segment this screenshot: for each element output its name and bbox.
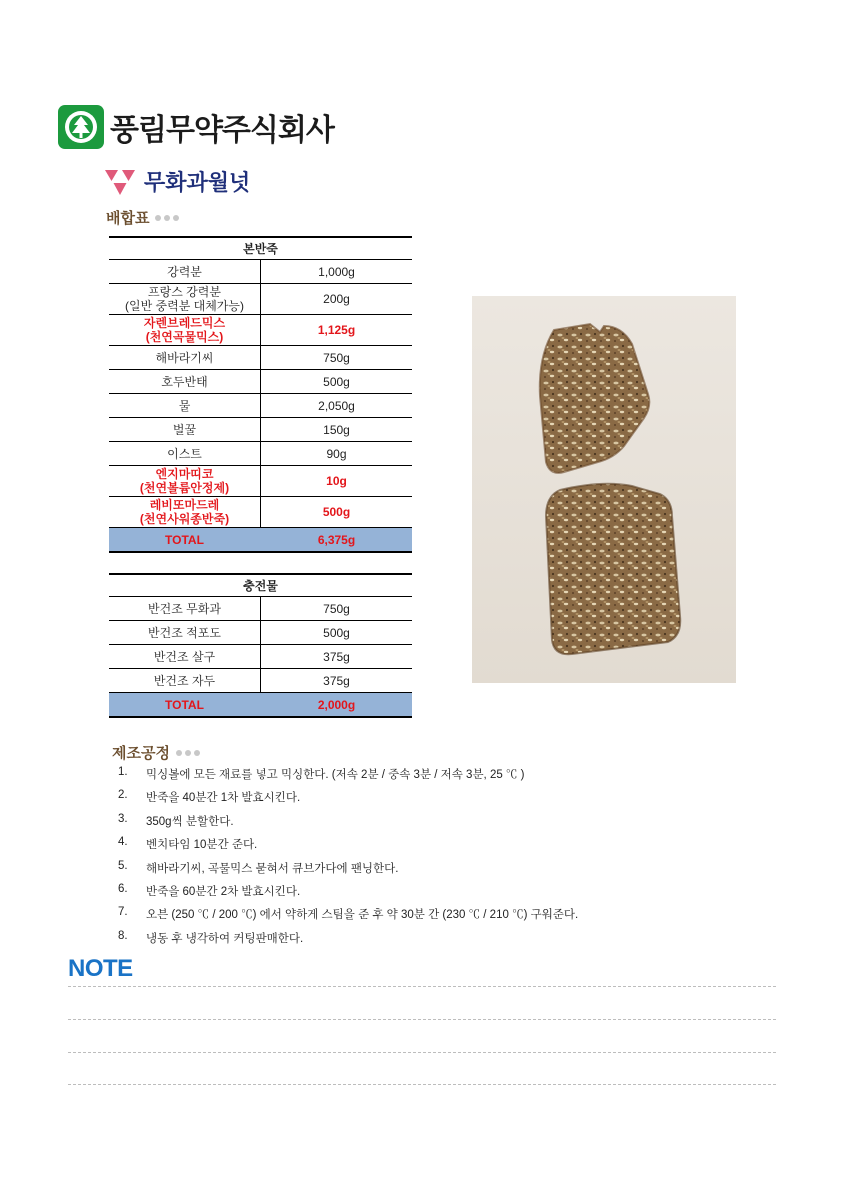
ingredient-name [109, 315, 261, 346]
step-text: 오븐 (250 ℃ / 200 ℃) 에서 약하게 스팀을 준 후 약 30분 간 (230 ℃ / 210 ℃) 구워준다. [146, 909, 579, 922]
ingredient-amount: 375g [261, 669, 413, 693]
step-text: 350g씩 분할한다. [146, 815, 234, 828]
step-text: 벤치타임 10분간 준다. [146, 839, 258, 852]
ingredient-name: 강력분 [109, 260, 261, 284]
note-line [68, 1052, 776, 1053]
note-line [68, 1019, 776, 1020]
total-amount: 2,000g [261, 693, 413, 718]
dough-table-header: 본반죽 [109, 237, 412, 260]
step-number: 6. [118, 882, 128, 895]
ingredient-name-line: 엔지마띠코 (천연볼륨안정제) [139, 467, 230, 495]
table-row [109, 645, 412, 669]
step-number: 2. [118, 789, 128, 802]
step-number: 3. [118, 812, 128, 825]
ingredient-name: 해바라기씨 [109, 346, 261, 370]
company-logo [58, 104, 334, 150]
table-row [109, 315, 412, 346]
list-item [118, 883, 578, 906]
filling-table [109, 573, 412, 718]
total-amount: 6,375g [261, 528, 413, 553]
ingredient-amount: 10g [261, 466, 413, 497]
table-row [109, 442, 412, 466]
ingredient-amount: 200g [261, 284, 413, 315]
ingredient-name [109, 284, 261, 315]
table-header-row [109, 574, 412, 597]
step-text: 해바라기씨, 곡물믹스 묻혀서 큐브가다에 팬닝한다. [146, 862, 399, 875]
ingredient-name [109, 466, 261, 497]
table-row [109, 621, 412, 645]
list-item [118, 789, 578, 812]
ingredient-name: 반건조 무화과 [109, 597, 261, 621]
total-label: TOTAL [109, 693, 261, 718]
note-line [68, 986, 776, 987]
table-total-row [109, 693, 412, 718]
step-text: 반죽을 60분간 2차 발효시킨다. [146, 885, 301, 898]
ingredient-amount: 1,000g [261, 260, 413, 284]
table-row [109, 370, 412, 394]
ingredient-amount: 90g [261, 442, 413, 466]
step-number: 1. [118, 766, 128, 778]
ingredient-amount: 500g [261, 621, 413, 645]
note-line [68, 1084, 776, 1085]
ingredient-name: 반건조 자두 [109, 669, 261, 693]
ingredient-amount: 375g [261, 645, 413, 669]
ingredient-amount: 500g [261, 497, 413, 528]
table-row [109, 260, 412, 284]
formula-heading [106, 207, 179, 228]
triangle-trio-icon [104, 167, 136, 197]
table-row [109, 497, 412, 528]
step-number: 4. [118, 836, 128, 849]
ingredient-amount: 2,050g [261, 394, 413, 418]
table-row [109, 597, 412, 621]
ingredient-name: 벌꿀 [109, 418, 261, 442]
table-total-row [109, 528, 412, 553]
step-number: 5. [118, 859, 128, 872]
ingredient-name: 반건조 적포도 [109, 621, 261, 645]
ingredient-amount: 750g [261, 346, 413, 370]
product-title-row [104, 166, 250, 197]
product-title: 무화과월넛 [144, 171, 251, 196]
formula-heading-text: 배합표 [106, 209, 150, 227]
table-row [109, 669, 412, 693]
note-heading: NOTE [68, 955, 133, 982]
table-row [109, 418, 412, 442]
ingredient-name: 반건조 살구 [109, 645, 261, 669]
ingredient-name: 물 [109, 394, 261, 418]
step-text: 냉동 후 냉각하여 커팅판매한다. [146, 932, 304, 945]
list-item [118, 836, 578, 859]
table-row [109, 346, 412, 370]
dough-table [109, 236, 412, 553]
total-label: TOTAL [109, 528, 261, 553]
list-item [118, 766, 578, 789]
table-row [109, 466, 412, 497]
dots-decoration [155, 215, 179, 221]
ingredient-amount: 500g [261, 370, 413, 394]
bread-loaf-bottom [546, 484, 680, 654]
step-text: 반죽을 40분간 1차 발효시킨다. [146, 792, 301, 805]
table-row [109, 394, 412, 418]
ingredient-name-line: 레비또마드레 (천연사워종반죽) [139, 498, 230, 526]
step-number: 7. [118, 906, 128, 919]
tree-logo-icon [58, 105, 104, 149]
ingredient-amount: 1,125g [261, 315, 413, 346]
ingredient-amount: 750g [261, 597, 413, 621]
ingredient-name: 이스트 [109, 442, 261, 466]
table-row [109, 284, 412, 315]
list-item [118, 813, 578, 836]
list-item [118, 906, 578, 929]
bread-photo [472, 296, 736, 683]
table-header-row [109, 237, 412, 260]
step-number: 8. [118, 929, 128, 942]
process-heading-text: 제조공정 [112, 744, 170, 762]
ingredient-name [109, 497, 261, 528]
process-steps [118, 766, 578, 953]
ingredient-name-line: 프랑스 강력분 (일반 중력분 대체가능) [125, 285, 244, 313]
dots-decoration [176, 750, 200, 756]
company-name: 풍림무약주식회사 [110, 113, 334, 148]
list-item [118, 860, 578, 883]
ingredient-name-line: 자렌브레드믹스 (천연곡물믹스) [143, 316, 226, 344]
ingredient-amount: 150g [261, 418, 413, 442]
step-text: 믹싱볼에 모든 재료를 넣고 믹싱한다. (저속 2분 / 중속 3분 / 저속 3분, 25 ℃ ) [146, 769, 525, 781]
list-item [118, 930, 578, 953]
filling-table-header: 충전물 [109, 574, 412, 597]
process-heading [112, 742, 200, 763]
ingredient-name: 호두반태 [109, 370, 261, 394]
